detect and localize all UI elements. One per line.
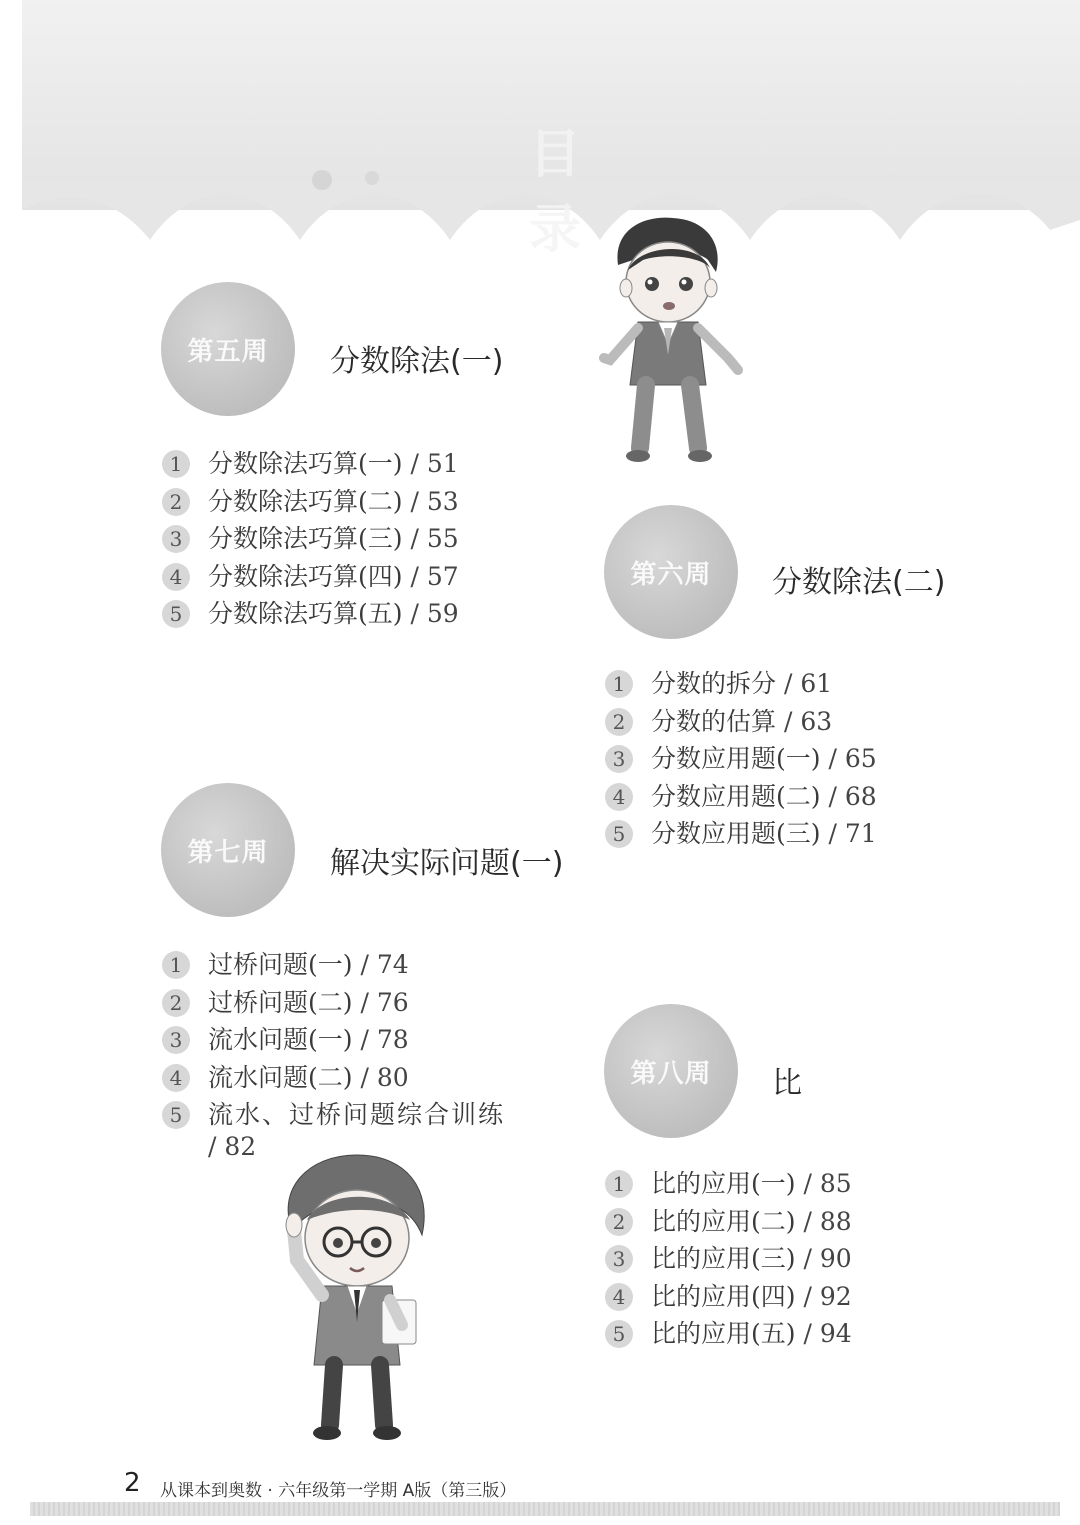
toc-list: [162, 448, 459, 636]
toc-item[interactable]: [605, 1168, 852, 1206]
footer-decorative-band: [30, 1502, 1060, 1516]
item-title: 比的应用(三): [651, 1244, 796, 1273]
item-number: 1: [162, 450, 190, 478]
toc-item[interactable]: [162, 448, 459, 486]
page-ref: / 88: [803, 1206, 852, 1236]
page-ref: / 92: [803, 1281, 852, 1311]
page-ref: / 74: [360, 950, 409, 979]
item-number: 3: [605, 745, 633, 773]
item-number: 1: [162, 951, 190, 979]
toc-item[interactable]: [605, 818, 877, 856]
item-title: 分数除法巧算(三): [208, 524, 403, 553]
page-title: 目 录: [528, 125, 611, 260]
item-title: 分数的拆分: [651, 669, 777, 698]
page-ref: / 71: [828, 819, 877, 848]
item-title: 分数除法巧算(四): [208, 561, 403, 591]
item-number: 4: [605, 783, 633, 811]
item-number: 4: [162, 1064, 190, 1092]
item-title: 分数应用题(一): [651, 744, 821, 773]
page-number: 2: [124, 1468, 141, 1498]
item-title: 过桥问题(一): [208, 950, 353, 979]
item-number: 1: [605, 670, 633, 698]
page-ref: / 55: [410, 524, 459, 553]
item-number: 5: [162, 1101, 190, 1129]
week-badge: 第五周: [161, 282, 295, 416]
page-ref: / 63: [784, 706, 833, 736]
toc-item[interactable]: [605, 1206, 852, 1244]
item-number: 4: [162, 563, 190, 591]
item-title: 分数应用题(三): [651, 819, 821, 848]
item-title: 过桥问题(二): [208, 987, 353, 1017]
boy-character-illustration: [598, 210, 748, 465]
item-title: 比的应用(四): [651, 1281, 796, 1311]
toc-item[interactable]: [162, 1024, 505, 1062]
item-number: 3: [162, 525, 190, 553]
page-ref: / 68: [828, 781, 877, 811]
item-number: 2: [605, 1208, 633, 1236]
page-ref: / 51: [410, 449, 459, 478]
item-title: 分数应用题(二): [651, 781, 821, 811]
page-ref: / 80: [360, 1062, 409, 1092]
section-title: 解决实际问题(一): [330, 846, 564, 881]
section-title: 分数除法(二): [772, 565, 946, 600]
item-title: 流水问题(二): [208, 1062, 353, 1092]
item-number: 3: [605, 1245, 633, 1273]
item-title: 分数除法巧算(一): [208, 449, 403, 478]
item-number: 2: [162, 488, 190, 516]
toc-item[interactable]: [162, 486, 459, 524]
item-title: 比的应用(五): [651, 1319, 796, 1348]
toc-item[interactable]: [162, 987, 505, 1025]
book-title: 从课本到奥数 · 六年级第一学期 A版（第三版）: [160, 1481, 517, 1501]
toc-list: [605, 1168, 852, 1356]
item-title: 分数除法巧算(二): [208, 486, 403, 516]
toc-item[interactable]: [162, 598, 459, 636]
toc-item[interactable]: [605, 743, 877, 781]
toc-item[interactable]: [605, 1243, 852, 1281]
item-title: 流水、过桥问题综合训练: [208, 1100, 506, 1129]
item-title: 分数除法巧算(五): [208, 599, 403, 628]
item-number: 3: [162, 1026, 190, 1054]
teacher-character-illustration: [272, 1150, 442, 1445]
item-number: 1: [605, 1170, 633, 1198]
item-title: 分数的估算: [651, 706, 777, 736]
page-ref: / 57: [410, 561, 459, 591]
page-ref: / 82: [208, 1132, 257, 1161]
toc-list: [162, 949, 505, 1174]
toc-item[interactable]: [162, 1062, 505, 1100]
toc-item[interactable]: [605, 781, 877, 819]
item-number: 5: [162, 600, 190, 628]
week-badge: 第七周: [161, 783, 295, 917]
page-ref: / 65: [828, 744, 877, 773]
toc-item[interactable]: [605, 706, 877, 744]
item-number: 5: [605, 820, 633, 848]
item-title: 比的应用(一): [651, 1169, 796, 1198]
page-ref: / 94: [803, 1319, 852, 1348]
toc-item[interactable]: [605, 1281, 852, 1319]
item-title: 比的应用(二): [651, 1206, 796, 1236]
page-ref: / 61: [784, 669, 833, 698]
section-title: 分数除法(一): [330, 344, 504, 379]
toc-item[interactable]: [162, 523, 459, 561]
toc-list: [605, 668, 877, 856]
item-number: 5: [605, 1320, 633, 1348]
item-number: 2: [605, 708, 633, 736]
section-title: 比: [772, 1066, 802, 1101]
item-number: 4: [605, 1283, 633, 1311]
week-badge: 第八周: [604, 1004, 738, 1138]
toc-item[interactable]: [162, 561, 459, 599]
item-title: 流水问题(一): [208, 1025, 353, 1054]
page-ref: / 78: [360, 1025, 409, 1054]
page-ref: / 76: [360, 987, 409, 1017]
toc-item[interactable]: [605, 668, 877, 706]
item-number: 2: [162, 989, 190, 1017]
toc-item[interactable]: [605, 1318, 852, 1356]
page-ref: / 85: [803, 1169, 852, 1198]
toc-item[interactable]: [162, 949, 505, 987]
page-ref: / 53: [410, 486, 459, 516]
week-badge: 第六周: [604, 505, 738, 639]
page-ref: / 90: [803, 1244, 852, 1273]
page-ref: / 59: [410, 599, 459, 628]
